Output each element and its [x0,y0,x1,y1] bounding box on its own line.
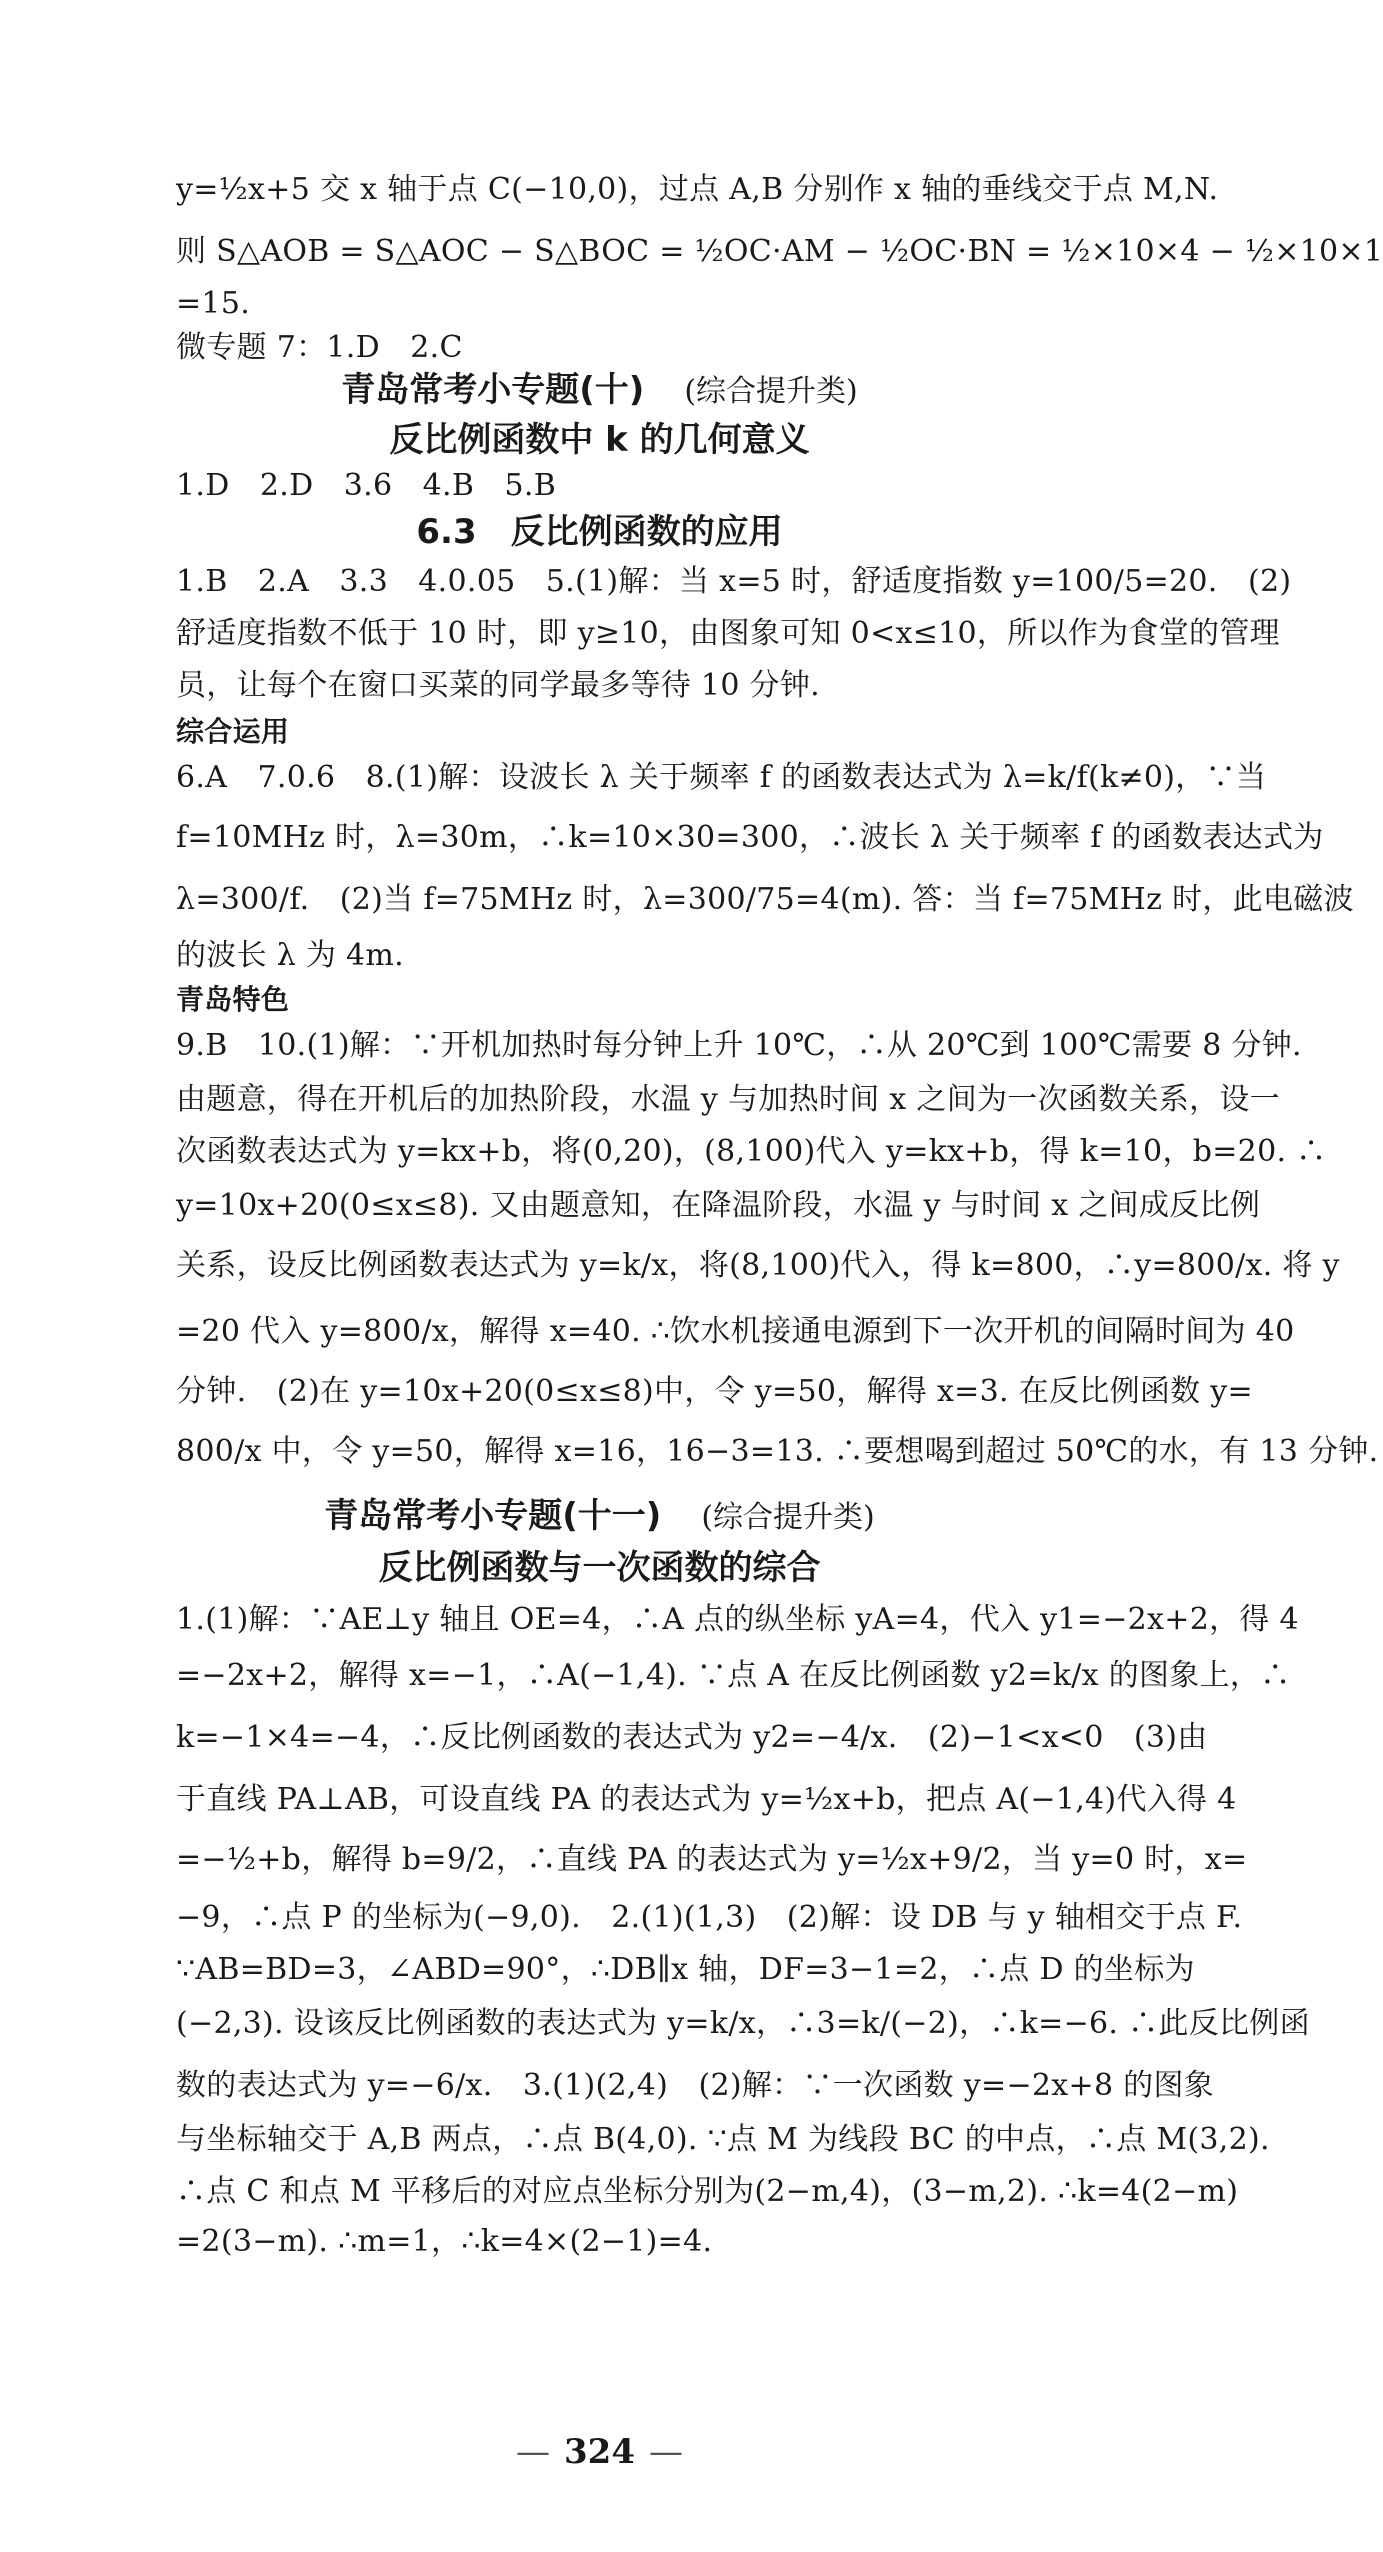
text-line: =−2x+2，解得 x=−1，∴A(−1,4). ∵点 A 在反比例函数 y2=k/x 的图象上，∴ [176,1658,1291,1693]
heading-title: 青岛常考小专题(十) [341,370,645,410]
page-number-value: 324 [564,2432,635,2472]
page-number [0,2430,1199,2474]
text-line: 的波长 λ 为 4m. [176,938,404,973]
text-line: 数的表达式为 y=−6/x. 3.(1)(2,4) (2)解：∵一次函数 y=−2x+8 的图象 [176,2068,1215,2103]
text-line: 员，让每个在窗口买菜的同学最多等待 10 分钟. [176,668,820,703]
section-subheading: 反比例函数中 k 的几何意义 [389,420,810,460]
text-line: 则 S△AOB = S△AOC − S△BOC = ½OC·AM − ½OC·BN = ½×10×4 − ½×10×1 [176,234,1383,269]
text-line: 由题意，得在开机后的加热阶段，水温 y 与加热时间 x 之间为一次函数关系，设一 [176,1082,1281,1117]
text-line: ∵AB=BD=3，∠ABD=90°，∴DB∥x 轴，DF=3−1=2，∴点 D 的坐标为 [176,1952,1195,1987]
text-line: (−2,3). 设该反比例函数的表达式为 y=k/x，∴3=k/(−2)，∴k=−6. ∴此反比例函 [176,2006,1310,2041]
text-line: λ=300/f. (2)当 f=75MHz 时，λ=300/75=4(m). 答：当 f=75MHz 时，此电磁波 [176,882,1354,917]
text-line: =2(3−m). ∴m=1，∴k=4×(2−1)=4. [176,2224,713,2259]
text-line: y=½x+5 交 x 轴于点 C(−10,0)，过点 A,B 分别作 x 轴的垂线交于点 M,N. [176,172,1219,207]
page-dash: — [516,2432,550,2472]
text-line: −9，∴点 P 的坐标为(−9,0). 2.(1)(1,3) (2)解：设 DB 与 y 轴相交于点 F. [176,1900,1243,1935]
text-line: 1.D 2.D 3.6 4.B 5.B [176,468,557,503]
text-line: 9.B 10.(1)解：∵开机加热时每分钟上升 10℃，∴从 20℃到 100℃需要 8 分钟. [176,1028,1302,1063]
text-line: 800/x 中，令 y=50，解得 x=16，16−3=13. ∴要想喝到超过 50℃的水，有 13 分钟. [176,1434,1379,1469]
text-line: 次函数表达式为 y=kx+b，将(0,20)，(8,100)代入 y=kx+b，得 k=10，b=20. ∴ [176,1134,1327,1169]
text-line: 微专题 7：1.D 2.C [176,330,463,365]
text-line: =−½+b，解得 b=9/2，∴直线 PA 的表达式为 y=½x+9/2，当 y=0 时，x= [176,1842,1248,1877]
text-line: 与坐标轴交于 A,B 两点，∴点 B(4,0). ∵点 M 为线段 BC 的中点，∴点 M(3,2). [176,2122,1270,2157]
heading-tag: (综合提升类) [701,1500,875,1535]
text-line: ∴点 C 和点 M 平移后的对应点坐标分别为(2−m,4)，(3−m,2). ∴k=4(2−m) [176,2174,1239,2209]
section-heading [0,1494,1199,1540]
text-line: 舒适度指数不低于 10 时，即 y≥10，由图象可知 0<x≤10，所以作为食堂的管理 [176,616,1280,651]
text-line: =20 代入 y=800/x，解得 x=40. ∴饮水机接通电源到下一次开机的间隔时间为 40 [176,1314,1295,1349]
text-line: y=10x+20(0≤x≤8). 又由题意知，在降温阶段，水温 y 与时间 x 之间成反比例 [176,1188,1261,1223]
section-subheading: 6.3 反比例函数的应用 [416,512,783,552]
section-label: 青岛特色 [176,983,290,1016]
heading-tag: (综合提升类) [684,374,858,409]
text-line: 1.B 2.A 3.3 4.0.05 5.(1)解：当 x=5 时，舒适度指数 y=100/5=20. (2) [176,564,1292,599]
text-line: 分钟. (2)在 y=10x+20(0≤x≤8)中，令 y=50，解得 x=3. 在反比例函数 y= [176,1374,1253,1409]
section-heading [0,368,1199,414]
section-label: 综合运用 [176,715,290,748]
page-dash: — [648,2432,683,2472]
text-line: 关系，设反比例函数表达式为 y=k/x，将(8,100)代入，得 k=800，∴y=800/x. 将 y [176,1248,1340,1283]
heading-title: 青岛常考小专题(十一) [324,1496,662,1536]
text-line: 于直线 PA⊥AB，可设直线 PA 的表达式为 y=½x+b，把点 A(−1,4)代入得 4 [176,1782,1237,1817]
text-line: 1.(1)解：∵AE⊥y 轴且 OE=4，∴A 点的纵坐标 yA=4，代入 y1=−2x+2，得 4 [176,1602,1299,1637]
text-line: f=10MHz 时，λ=30m，∴k=10×30=300，∴波长 λ 关于频率 f 的函数表达式为 [176,820,1324,855]
text-line: =15. [176,286,251,321]
section-subheading: 反比例函数与一次函数的综合 [378,1548,821,1588]
text-line: 6.A 7.0.6 8.(1)解：设波长 λ 关于频率 f 的函数表达式为 λ=k/f(k≠0)，∵当 [176,760,1267,795]
text-line: k=−1×4=−4，∴反比例函数的表达式为 y2=−4/x. (2)−1<x<0 (3)由 [176,1720,1208,1755]
